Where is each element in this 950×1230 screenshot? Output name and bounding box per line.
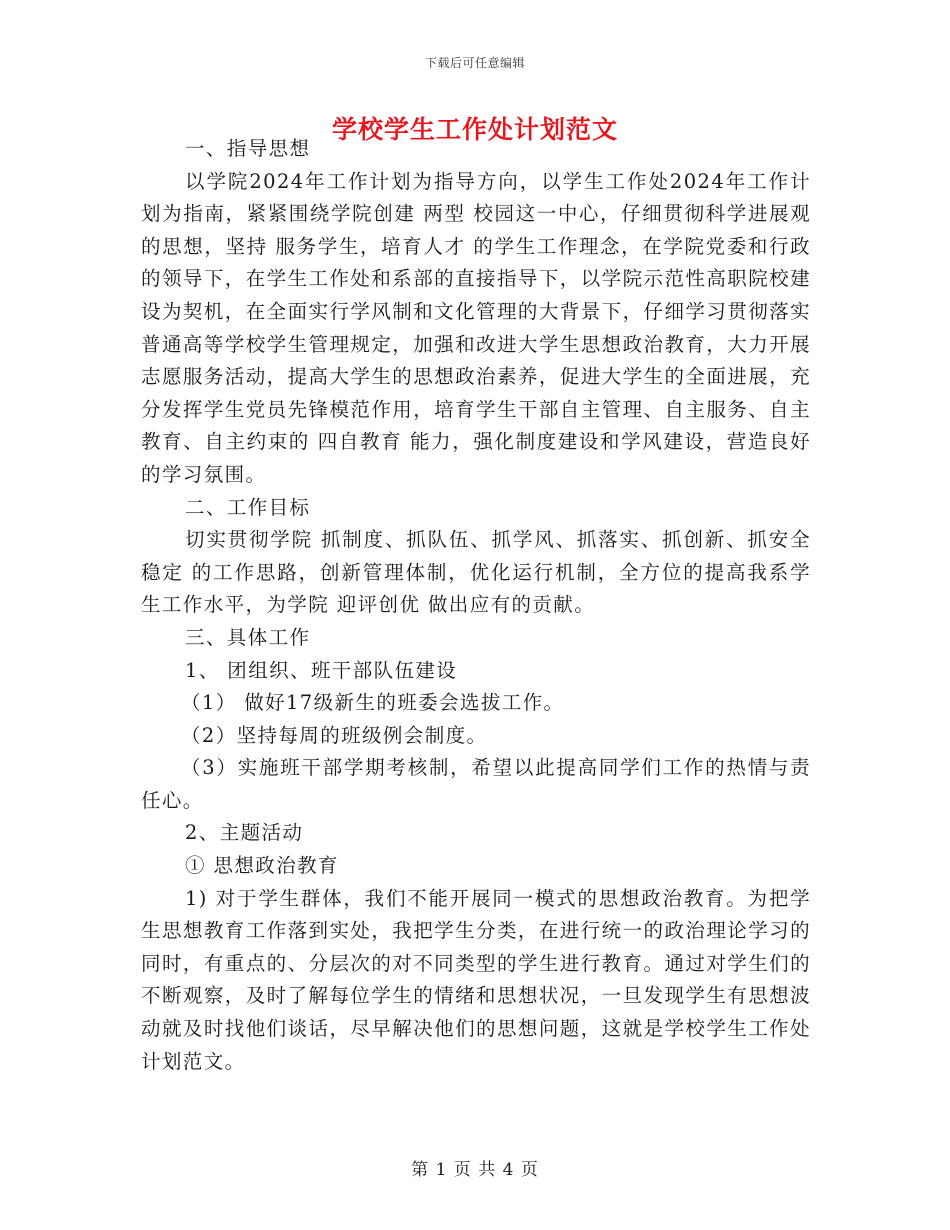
list-item: （2）坚持每周的班级例会制度。 <box>181 723 488 747</box>
section-heading-guiding-ideology: 一、指导思想 <box>185 137 311 160</box>
document-body <box>141 133 811 1078</box>
list-item: （3）实施班干部学期考核制，希望以此提高同学们工作的热情与责任心。 <box>141 756 811 812</box>
section-heading-specific-work: 三、具体工作 <box>185 625 311 649</box>
document-title: 学校学生工作处计划范文 <box>331 115 618 144</box>
list-item: （1） 做好17级新生的班委会选拔工作。 <box>181 691 565 715</box>
header-note: 下载后可任意编辑 <box>424 56 525 70</box>
paragraph-ideological-education: 1) 对于学生群体，我们不能开展同一模式的思想政治教育。为把学生思想教育工作落到实处，我把学生分类，在进行统一的政治理论学习的同时，有重点的、分层次的对不同类型的学生进行教育。通过对学生们的不断观察，及时了解每位学生的情绪和思想状况，一旦发现学生有思想波动就及时找他们谈话，尽早解决他们的思想问题，这就是学校学生工作处计划范文。 <box>141 886 811 1073</box>
paragraph-work-goals: 切实贯彻学院 抓制度、抓队伍、抓学风、抓落实、抓创新、抓安全稳定 的工作思路，创新管理体制，优化运行机制，全方位的提高我系学生工作水平，为学院 迎评创优 做出应有的贡献。 <box>141 528 811 617</box>
subheading-theme-activities: 2、主题活动 <box>185 821 304 845</box>
section-heading-work-goals: 二、工作目标 <box>185 495 311 519</box>
topic-ideological-education: ① 思想政治教育 <box>185 854 339 878</box>
page-number: 第 1 页 共 4 页 <box>411 1160 539 1180</box>
subheading-team-building: 1、 团组织、班干部队伍建设 <box>185 658 458 682</box>
paragraph-guiding-ideology: 以学院2024年工作计划为指导方向，以学生工作处2024年工作计划为指南，紧紧围绕学院创建 两型 校园这一中心，仔细贯彻科学进展观的思想，坚持 服务学生，培育人才 的学生工作理念，在学院党委和行政的领导下，在学生工作处和系部的直接指导下，以学院示范性高职院校建设为契机，在全面实行学风制和文化管理的大背景下，仔细学习贯彻落实普通高等学校学生管理规定，加强和改进大学生思想政治教育，大力开展志愿服务活动，提高大学生的思想政治素养，促进大学生的全面进展，充分发挥学生党员先锋模范作用，培育学生干部自主管理、自主服务、自主教育、自主约束的 四自教育 能力，强化制度建设和学风建设，营造良好的学习氛围。 <box>141 169 811 486</box>
